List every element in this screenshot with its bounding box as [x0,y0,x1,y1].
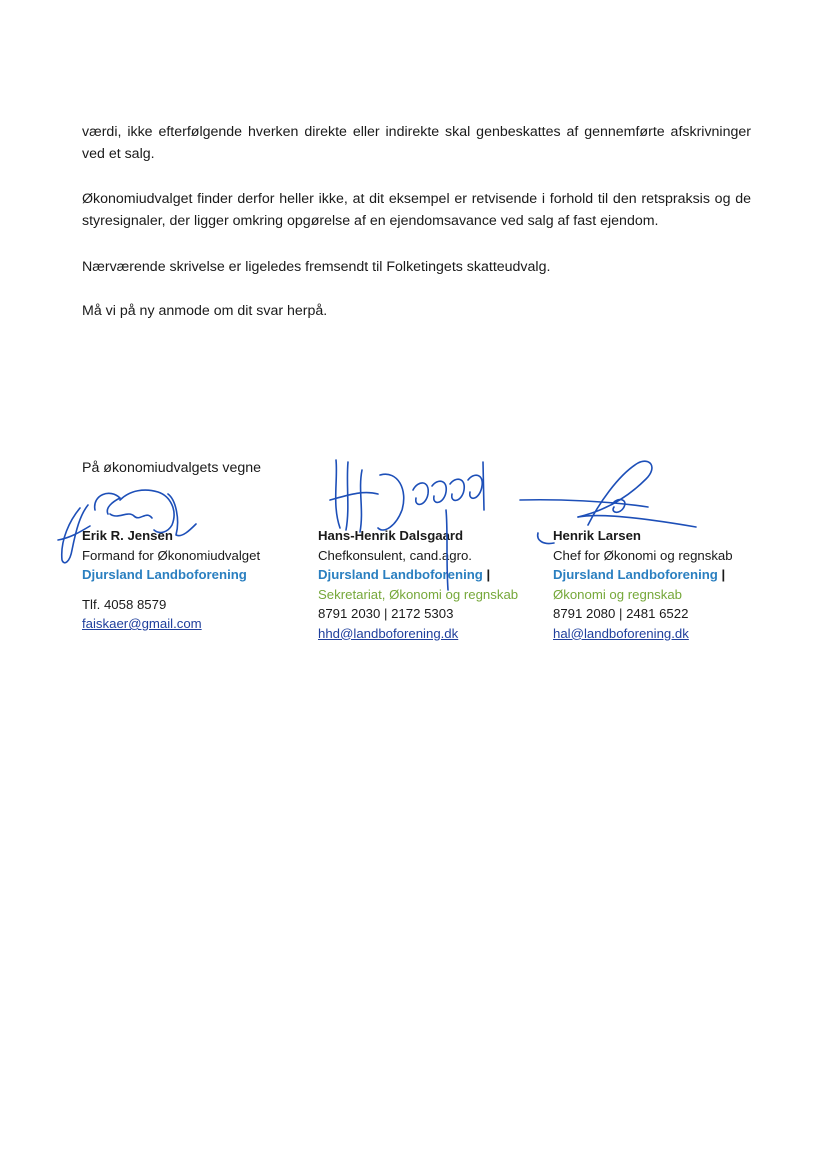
paragraph-2: Økonomiudvalget finder derfor heller ikke, at dit eksempel er retvisende i forhold til den retspraksis og de styresignaler, der ligger omkring opgørelse af en ejendomsavance ved salg af fast ejendom. [82,191,751,229]
paragraph-1: værdi, ikke efterfølgende hverken direkte eller indirekte skal genbeskattes af gennemførte afskrivninger ved et salg. [82,124,751,162]
signatory-phone: Tlf. 4058 8579 [82,596,167,612]
signatory-erik [82,526,260,634]
signatory-title: Formand for Økonomiudvalget [82,547,261,563]
separator: | [721,567,726,582]
signatory-name: Erik R. Jensen [82,528,173,543]
paragraph-3: Nærværende skrivelse er ligeledes fremsendt til Folketingets skatteudvalg. [82,259,551,275]
signatory-title: Chef for Økonomi og regnskab [553,547,733,563]
separator: | [486,567,491,582]
signatory-hans-henrik [318,526,518,643]
signatory-phone: 8791 2080 | 2481 6522 [553,606,689,621]
signatory-name: Hans-Henrik Dalsgaard [318,528,464,543]
signatory-email-link[interactable]: faiskaer@gmail.com [82,616,202,631]
signatory-title: Chefkonsulent, cand.agro. [318,547,472,563]
signatory-phone: 8791 2030 | 2172 5303 [318,606,454,621]
signatory-name: Henrik Larsen [553,528,641,543]
signatory-department: Økonomi og regnskab [553,586,683,602]
paragraph-4: Må vi på ny anmode om dit svar herpå. [82,303,328,319]
signatory-email-link[interactable]: hal@landboforening.dk [553,625,689,641]
signatory-henrik [553,526,733,643]
signatory-department: Sekretariat, Økonomi og regnskab [318,586,519,602]
signatory-email-link[interactable]: hhd@landboforening.dk [318,625,459,641]
closing-line: På økonomiudvalgets vegne [82,460,262,476]
signatory-org: Djursland Landboforening [318,567,483,582]
signatory-org: Djursland Landboforening [553,567,718,582]
signatory-org: Djursland Landboforening [82,567,247,582]
